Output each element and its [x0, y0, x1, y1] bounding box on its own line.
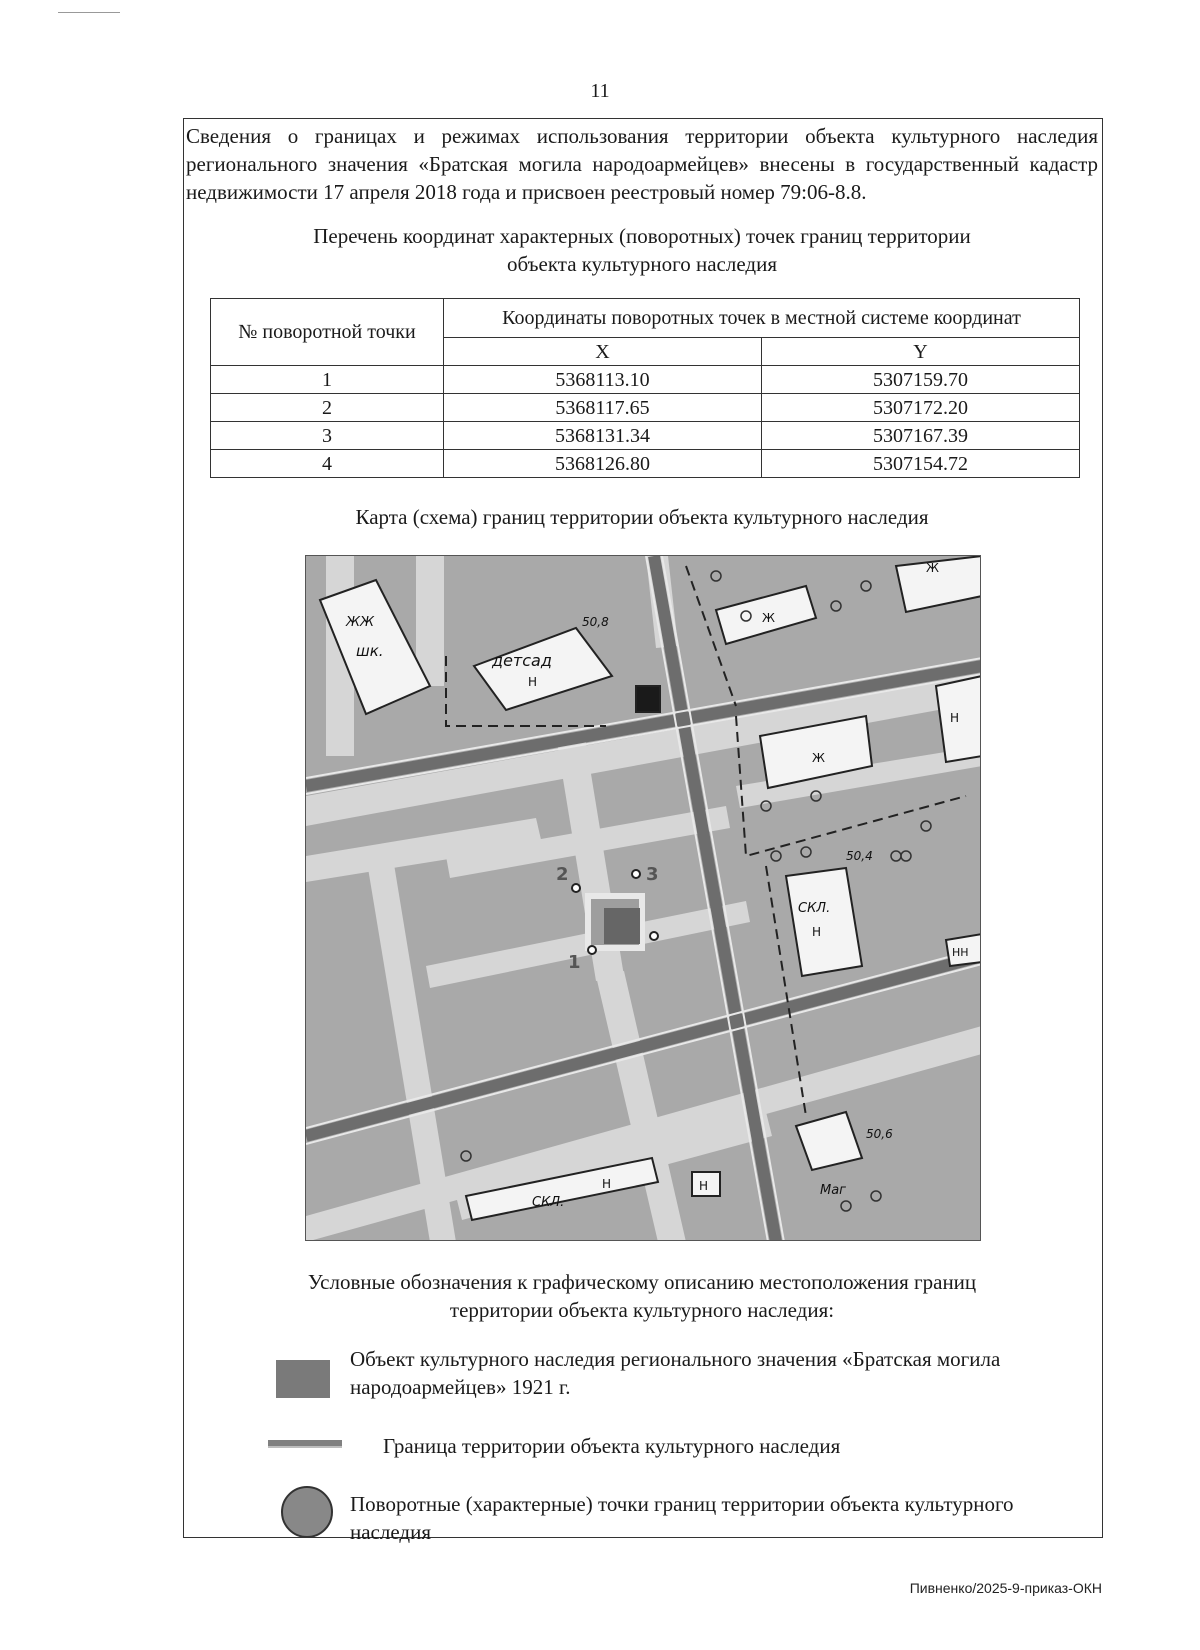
label-point-3: 3	[646, 864, 659, 885]
cell-y: 5307172.20	[761, 394, 1079, 422]
legend-object-swatch	[276, 1360, 330, 1398]
cell-x: 5368113.10	[444, 366, 762, 394]
coordinates-table	[210, 298, 1080, 478]
label-skl-2: СКЛ.	[532, 1195, 565, 1210]
label-n-2: Н	[699, 1179, 709, 1193]
turning-point-1	[588, 946, 596, 954]
table-row	[211, 394, 1080, 422]
legend-title	[186, 1268, 1098, 1324]
legend-boundary-text: Граница территории объекта культурного наследия	[383, 1434, 841, 1458]
cell-y: 5307167.39	[761, 422, 1079, 450]
table-row	[211, 450, 1080, 478]
legend-title-line-2: территории объекта культурного наследия:	[449, 1298, 835, 1322]
cell-point: 4	[211, 450, 444, 478]
label-detsad-n: Н	[528, 675, 538, 689]
page-number: 11	[590, 80, 610, 102]
label-zh-2: Ж	[926, 561, 939, 575]
label-detsad: детсад	[492, 651, 552, 670]
map-title: Карта (схема) границ территории объекта культурного наследия	[355, 505, 929, 529]
label-skl-1: СКЛ.	[798, 901, 831, 916]
cell-x: 5368126.80	[444, 450, 762, 478]
label-mag: Маг	[820, 1183, 847, 1198]
cell-y: 5307154.72	[761, 450, 1079, 478]
cell-x: 5368117.65	[444, 394, 762, 422]
label-zh-3: Ж	[812, 751, 825, 765]
label-elev-3: 50,6	[866, 1127, 893, 1141]
turning-point-2	[572, 884, 580, 892]
label-shk: шк.	[356, 642, 384, 660]
label-zh-1: Ж	[762, 611, 775, 625]
legend-point-swatch	[281, 1486, 333, 1538]
legend-point-text: Поворотные (характерные) точки границ территории объекта культурного наследия	[350, 1492, 1014, 1544]
intro-paragraph: Сведения о границах и режимах использования территории объекта культурного наследия регионального значения «Братская могила народоармейцев» внесены в государственный кадастр недвижимости 17 апреля 2018 года и присвоен реестровый номер 79:06-8.8.	[186, 124, 1098, 204]
label-elev-2: 50,4	[846, 849, 873, 863]
label-skl-1-n: Н	[812, 925, 822, 939]
turning-point-4	[650, 932, 658, 940]
label-point-1: 1	[568, 952, 581, 973]
legend-boundary-swatch	[268, 1440, 342, 1448]
label-elev-1: 50,8	[582, 615, 609, 629]
table-row	[211, 366, 1080, 394]
cell-x: 5368131.34	[444, 422, 762, 450]
coords-title-line-2: объекта культурного наследия	[507, 252, 777, 276]
label-point-2: 2	[556, 864, 569, 885]
coords-table-title	[186, 222, 1098, 278]
scan-corner-mark	[58, 12, 120, 13]
header-x: X	[444, 338, 762, 366]
heritage-object	[604, 908, 640, 944]
boundary-map	[305, 555, 981, 1241]
document-footer: Пивненко/2025-9-приказ-ОКН	[909, 1580, 1102, 1596]
label-zhzh: ЖЖ	[346, 615, 375, 630]
coords-title-line-1: Перечень координат характерных (поворотных) точек границ территории	[313, 224, 971, 248]
cell-point: 2	[211, 394, 444, 422]
legend-title-line-1: Условные обозначения к графическому описанию местоположения границ	[307, 1270, 977, 1294]
cell-y: 5307159.70	[761, 366, 1079, 394]
header-point-number: № поворотной точки	[211, 299, 444, 366]
table-row	[211, 422, 1080, 450]
label-hn: НН	[952, 946, 969, 959]
building-small-dark	[636, 686, 660, 712]
cell-point: 1	[211, 366, 444, 394]
turning-point-3	[632, 870, 640, 878]
cell-point: 3	[211, 422, 444, 450]
label-skl-2-n: Н	[602, 1177, 612, 1191]
legend-object-text: Объект культурного наследия регионального значения «Братская могила народоармейцев» 1921 г.	[350, 1347, 1001, 1399]
header-y: Y	[761, 338, 1079, 366]
label-n-1: Н	[950, 711, 960, 725]
header-coordinates-group: Координаты поворотных точек в местной системе координат	[444, 299, 1080, 338]
